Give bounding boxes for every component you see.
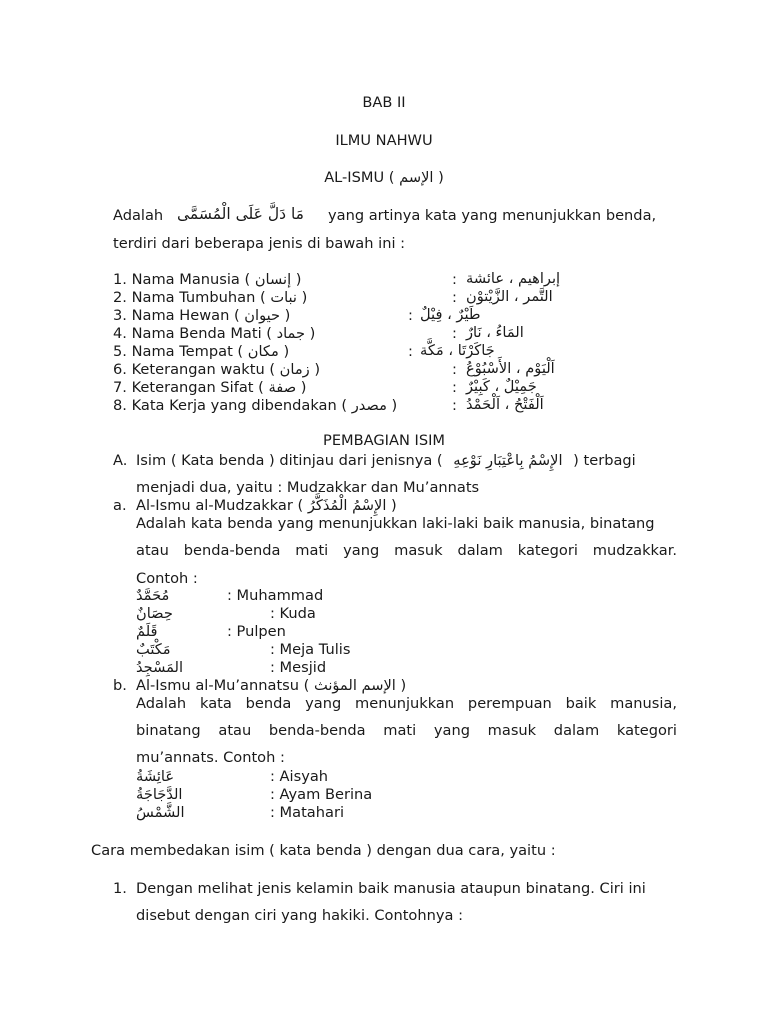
list-item-5	[113, 343, 289, 361]
mudzakkar-title-arabic: الإِسْمُ الْمُذَكَّرُ	[307, 497, 387, 514]
list-examples-6: اَلْيَوْم ، الأَسْبُوْعُ	[466, 360, 555, 377]
pembagian-heading: PEMBAGIAN ISIM	[323, 432, 445, 449]
list-arabic: إنسان	[254, 271, 292, 288]
muannats-example-1-ar: عَائِشَةُ	[136, 768, 175, 785]
list-label: Nama Manusia (	[131, 271, 255, 288]
list-item-8	[113, 397, 397, 415]
title-suffix: )	[433, 169, 444, 186]
list-arabic: نبات	[270, 289, 297, 306]
list-num: 2.	[113, 289, 127, 306]
list-item-1	[113, 271, 302, 289]
pembagian-letter-a: A.	[113, 452, 128, 469]
mudzakkar-line1: Adalah kata benda yang menunjukkan laki-laki baik manusia, binatang	[136, 515, 655, 532]
list-colon: :	[452, 271, 457, 288]
list-label: Nama Hewan (	[131, 307, 245, 324]
list-item-4	[113, 325, 315, 343]
list-examples-4: المَاءُ ، نَارٌ	[466, 324, 524, 341]
list-examples-2: التَّمر ، الزَّيْتوْن	[466, 288, 553, 305]
list-close: )	[296, 289, 308, 306]
mudzakkar-example-4-meaning: : Meja Tulis	[270, 641, 351, 658]
intro-line2: terdiri dari beberapa jenis di bawah ini :	[113, 235, 406, 252]
title-prefix: AL-ISMU (	[324, 169, 400, 186]
list-label: Nama Tempat (	[131, 343, 248, 360]
cara-line: Cara membedakan isim ( kata benda ) dengan dua cara, yaitu :	[91, 842, 556, 859]
mudzakkar-example-1-meaning: : Muhammad	[227, 587, 324, 604]
list-item-6	[113, 361, 320, 379]
list-num: 1.	[113, 271, 127, 288]
mudzakkar-example-3-meaning: : Pulpen	[227, 623, 286, 640]
muannats-letter: b.	[113, 677, 127, 694]
muannats-title	[136, 677, 406, 695]
mudzakkar-line2: atau benda-benda mati yang masuk dalam kategori mudzakkar.	[136, 542, 677, 559]
cara-item1-line2: disebut dengan ciri yang hakiki. Contohnya :	[136, 907, 463, 924]
muannats-title-arabic: الإسم المؤنث	[314, 677, 396, 694]
list-label: Nama Benda Mati (	[131, 325, 277, 342]
cara-item1-num: 1.	[113, 880, 127, 897]
cara-item1-line1: Dengan melihat jenis kelamin baik manusia ataupun binatang. Ciri ini	[136, 880, 646, 897]
pembagian-line1-post: ) terbagi	[568, 452, 636, 469]
mudzakkar-example-2-meaning: : Kuda	[270, 605, 316, 622]
list-label: Keterangan waktu (	[131, 361, 280, 378]
list-colon: :	[452, 289, 457, 306]
list-arabic: مكان	[247, 343, 279, 360]
list-label: Keterangan Sifat (	[131, 379, 269, 396]
pembagian-line1	[136, 452, 636, 470]
list-colon: :	[408, 343, 413, 360]
list-close: )	[296, 379, 307, 396]
chapter-label: BAB II	[362, 94, 406, 111]
muannats-example-2-meaning: : Ayam Berina	[270, 786, 373, 803]
muannats-example-3-meaning: : Matahari	[270, 804, 345, 821]
list-close: )	[305, 325, 316, 342]
intro-arabic: مَا دَلَّ عَلَى الْمُسَمَّى	[177, 205, 304, 223]
list-label: Kata Kerja yang dibendakan (	[131, 397, 352, 414]
list-examples-5: جَاكَرْتَا ، مَكَّة	[420, 342, 495, 359]
list-num: 5.	[113, 343, 127, 360]
list-item-3	[113, 307, 290, 325]
muannats-example-1-meaning: : Aisyah	[270, 768, 329, 785]
list-examples-3: طَيْرٌ ، فِيْلٌ	[420, 306, 481, 323]
list-examples-1: إبراهيم ، عائشة	[466, 270, 561, 287]
list-num: 4.	[113, 325, 127, 342]
list-num: 6.	[113, 361, 127, 378]
mudzakkar-contoh: Contoh :	[136, 570, 198, 587]
intro-line1-rest: yang artinya kata yang menunjukkan benda,	[328, 207, 657, 224]
list-colon: :	[452, 379, 457, 396]
muannats-title-pre: Al-Ismu al-Mu’annatsu (	[136, 677, 314, 694]
list-close: )	[291, 271, 302, 288]
muannats-line3: mu’annats. Contoh :	[136, 749, 285, 766]
list-colon: :	[452, 361, 457, 378]
list-close: )	[280, 307, 291, 324]
list-arabic: حيوان	[244, 307, 281, 324]
list-close: )	[386, 397, 398, 414]
mudzakkar-title-post: )	[386, 497, 397, 514]
mudzakkar-example-4-ar: مَكْتَبٌ	[136, 641, 171, 658]
list-close: )	[309, 361, 321, 378]
section-title: ILMU NAHWU	[335, 132, 433, 149]
list-colon: :	[452, 397, 457, 414]
muannats-example-2-ar: الدَّجَاجَةُ	[136, 786, 183, 803]
mudzakkar-letter: a.	[113, 497, 127, 514]
mudzakkar-example-5-ar: المَسْجِدُ	[136, 659, 184, 676]
list-colon: :	[408, 307, 413, 324]
title-arabic: الإسم	[399, 169, 434, 186]
pembagian-line1-arabic: الإِسْمُ بِاعْتِبَارِ نَوْعِهِ	[453, 452, 563, 469]
list-item-7	[113, 379, 306, 397]
list-label: Nama Tumbuhan (	[131, 289, 271, 306]
list-arabic: صفة	[268, 379, 297, 396]
list-arabic: مصدر	[351, 397, 387, 414]
list-item-2	[113, 289, 307, 307]
mudzakkar-example-2-ar: حِصَانٌ	[136, 605, 173, 622]
list-colon: :	[452, 325, 457, 342]
mudzakkar-title	[136, 497, 397, 515]
list-num: 7.	[113, 379, 127, 396]
muannats-line1: Adalah kata benda yang menunjukkan perempuan baik manusia,	[136, 695, 677, 712]
list-num: 8.	[113, 397, 127, 414]
list-examples-7: جَمِيْلٌ ، كَبِيْرٌ	[466, 378, 537, 395]
pembagian-line1-pre: Isim ( Kata benda ) ditinjau dari jenisnya (	[136, 452, 448, 469]
mudzakkar-example-5-meaning: : Mesjid	[270, 659, 327, 676]
muannats-title-post: )	[395, 677, 407, 694]
mudzakkar-title-pre: Al-Ismu al-Mudzakkar (	[136, 497, 308, 514]
page-title	[0, 169, 768, 187]
list-arabic: زمان	[279, 361, 310, 378]
list-examples-8: اَلْفَتْحُ ، اَلْحَمْدُ	[466, 396, 544, 413]
list-num: 3.	[113, 307, 127, 324]
list-close: )	[278, 343, 290, 360]
list-arabic: جماد	[276, 325, 306, 342]
pembagian-line2: menjadi dua, yaitu : Mudzakkar dan Mu’annats	[136, 479, 480, 496]
muannats-example-3-ar: الشَّمْسُ	[136, 804, 185, 821]
intro-adalah: Adalah	[113, 207, 164, 224]
mudzakkar-example-1-ar: مُحَمَّدٌ	[136, 587, 170, 604]
muannats-line2: binatang atau benda-benda mati yang masuk dalam kategori	[136, 722, 677, 739]
mudzakkar-example-3-ar: قَلَمٌ	[136, 623, 158, 640]
